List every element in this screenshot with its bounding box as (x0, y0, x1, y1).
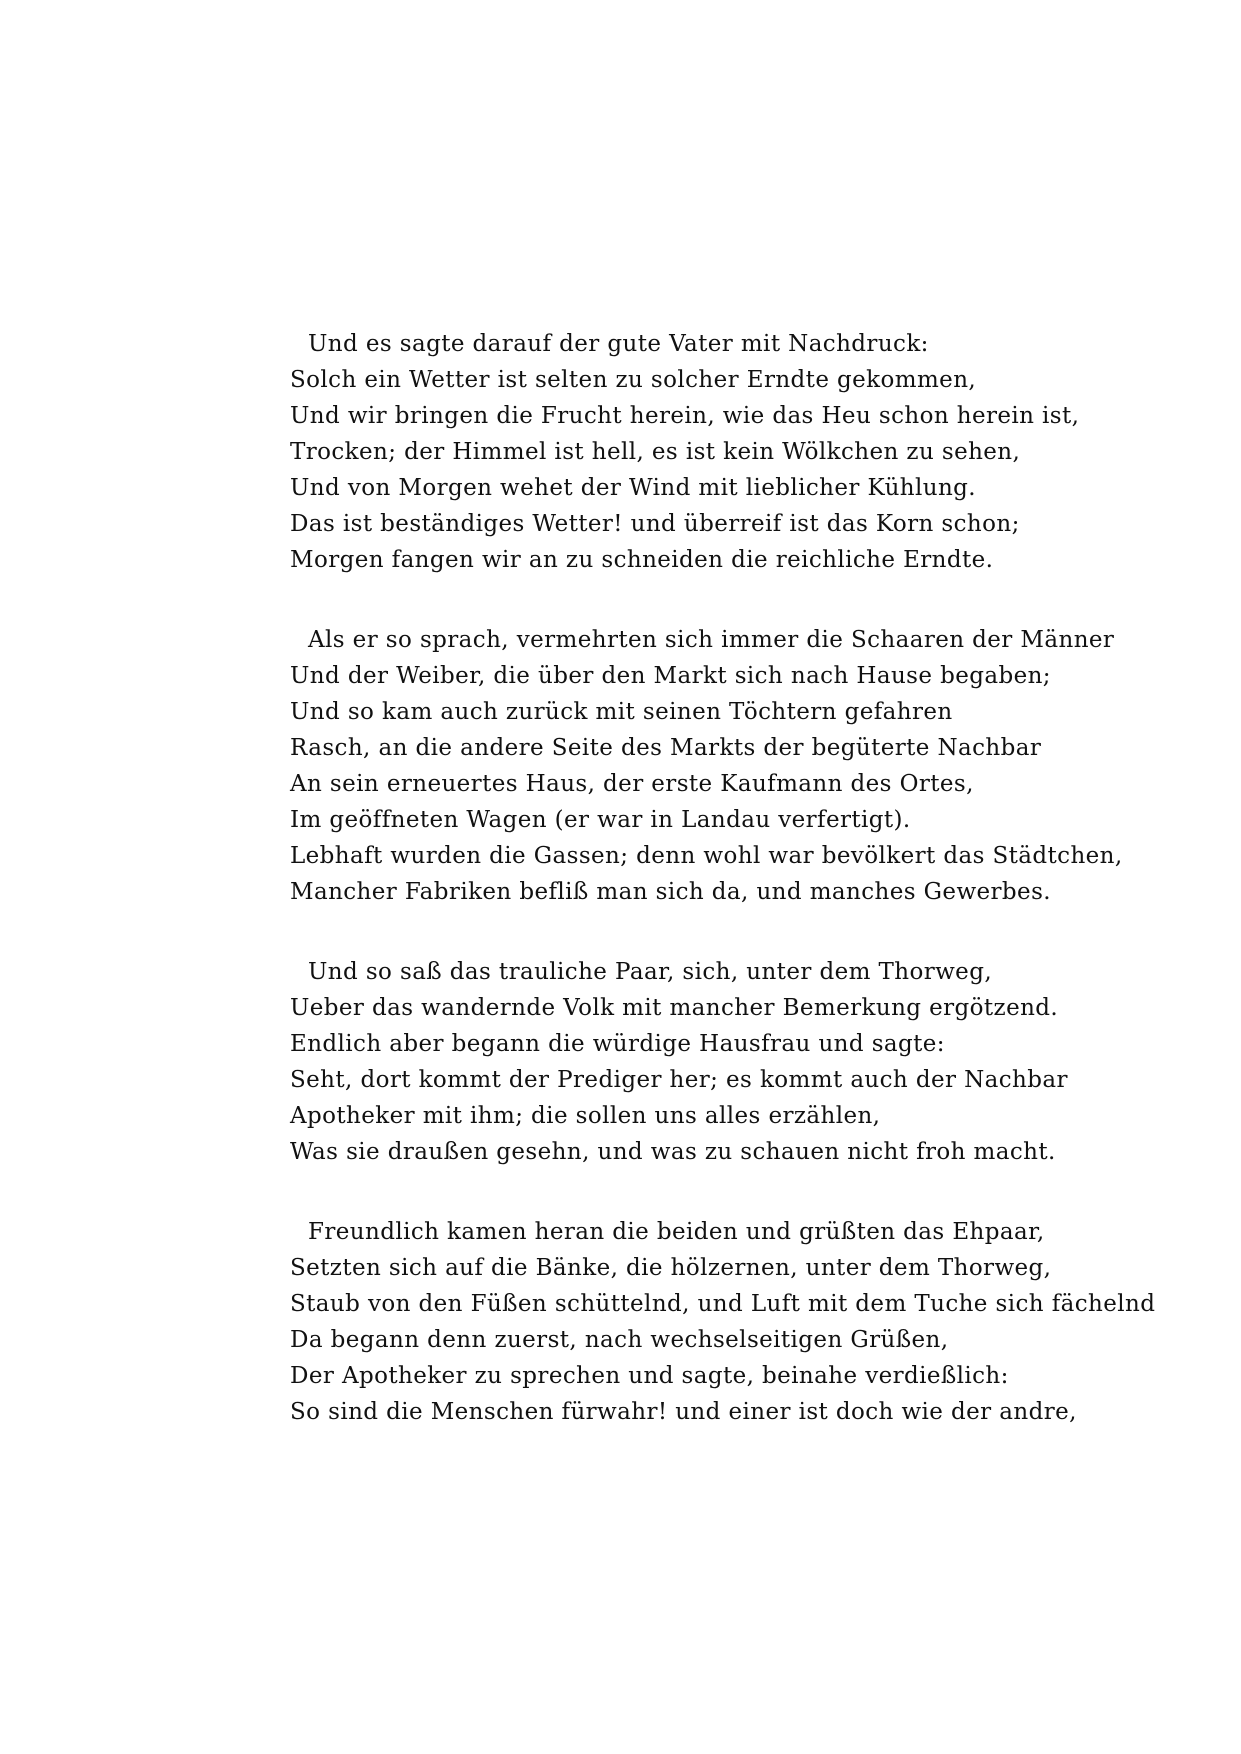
stanza-4 (290, 1214, 1190, 1430)
verse-line: Rasch, an die andere Seite des Markts der begüterte Nachbar (290, 735, 1042, 761)
verse-line: An sein erneuertes Haus, der erste Kaufmann des Ortes, (290, 771, 974, 797)
stanza-3 (290, 954, 1190, 1170)
verse-line: Seht, dort kommt der Prediger her; es kommt auch der Nachbar (290, 1067, 1068, 1093)
verse-line: Trocken; der Himmel ist hell, es ist kein Wölkchen zu sehen, (290, 439, 1021, 465)
verse-line: Ueber das wandernde Volk mit mancher Bemerkung ergötzend. (290, 995, 1059, 1021)
verse-line: Und so kam auch zurück mit seinen Töchtern gefahren (290, 699, 953, 725)
verse-line: Apotheker mit ihm; die sollen uns alles erzählen, (290, 1103, 881, 1129)
verse-line: Setzten sich auf die Bänke, die hölzernen, unter dem Thorweg, (290, 1255, 1052, 1281)
verse-line: So sind die Menschen fürwahr! und einer ist doch wie der andre, (290, 1399, 1077, 1425)
verse-line: Morgen fangen wir an zu schneiden die reichliche Erndte. (290, 547, 994, 573)
verse-line: Als er so sprach, vermehrten sich immer die Schaaren der Männer (308, 627, 1115, 653)
stanza-1 (290, 326, 1190, 578)
verse-line: Staub von den Füßen schüttelnd, und Luft mit dem Tuche sich fächelnd (290, 1291, 1156, 1317)
verse-line: Im geöffneten Wagen (er war in Landau verfertigt). (290, 807, 911, 833)
verse-line: Endlich aber begann die würdige Hausfrau und sagte: (290, 1031, 945, 1057)
verse-line: Und es sagte darauf der gute Vater mit Nachdruck: (308, 331, 929, 357)
verse-line: Was sie draußen gesehn, und was zu schauen nicht froh macht. (290, 1139, 1056, 1165)
verse-line: Lebhaft wurden die Gassen; denn wohl war bevölkert das Städtchen, (290, 843, 1123, 869)
verse-line: Und von Morgen wehet der Wind mit lieblicher Kühlung. (290, 475, 977, 501)
poem-text (290, 326, 1190, 1430)
verse-line: Solch ein Wetter ist selten zu solcher Erndte gekommen, (290, 367, 977, 393)
verse-line: Und so saß das trauliche Paar, sich, unter dem Thorweg, (308, 959, 993, 985)
verse-line: Das ist beständiges Wetter! und überreif ist das Korn schon; (290, 511, 1020, 537)
verse-line: Und der Weiber, die über den Markt sich nach Hause begaben; (290, 663, 1051, 689)
stanza-2 (290, 622, 1190, 910)
verse-line: Freundlich kamen heran die beiden und grüßten das Ehpaar, (308, 1219, 1045, 1245)
verse-line: Mancher Fabriken befliß man sich da, und manches Gewerbes. (290, 879, 1051, 905)
verse-line: Da begann denn zuerst, nach wechselseitigen Grüßen, (290, 1327, 949, 1353)
verse-line: Der Apotheker zu sprechen und sagte, beinahe verdießlich: (290, 1363, 1009, 1389)
verse-line: Und wir bringen die Frucht herein, wie das Heu schon herein ist, (290, 403, 1080, 429)
